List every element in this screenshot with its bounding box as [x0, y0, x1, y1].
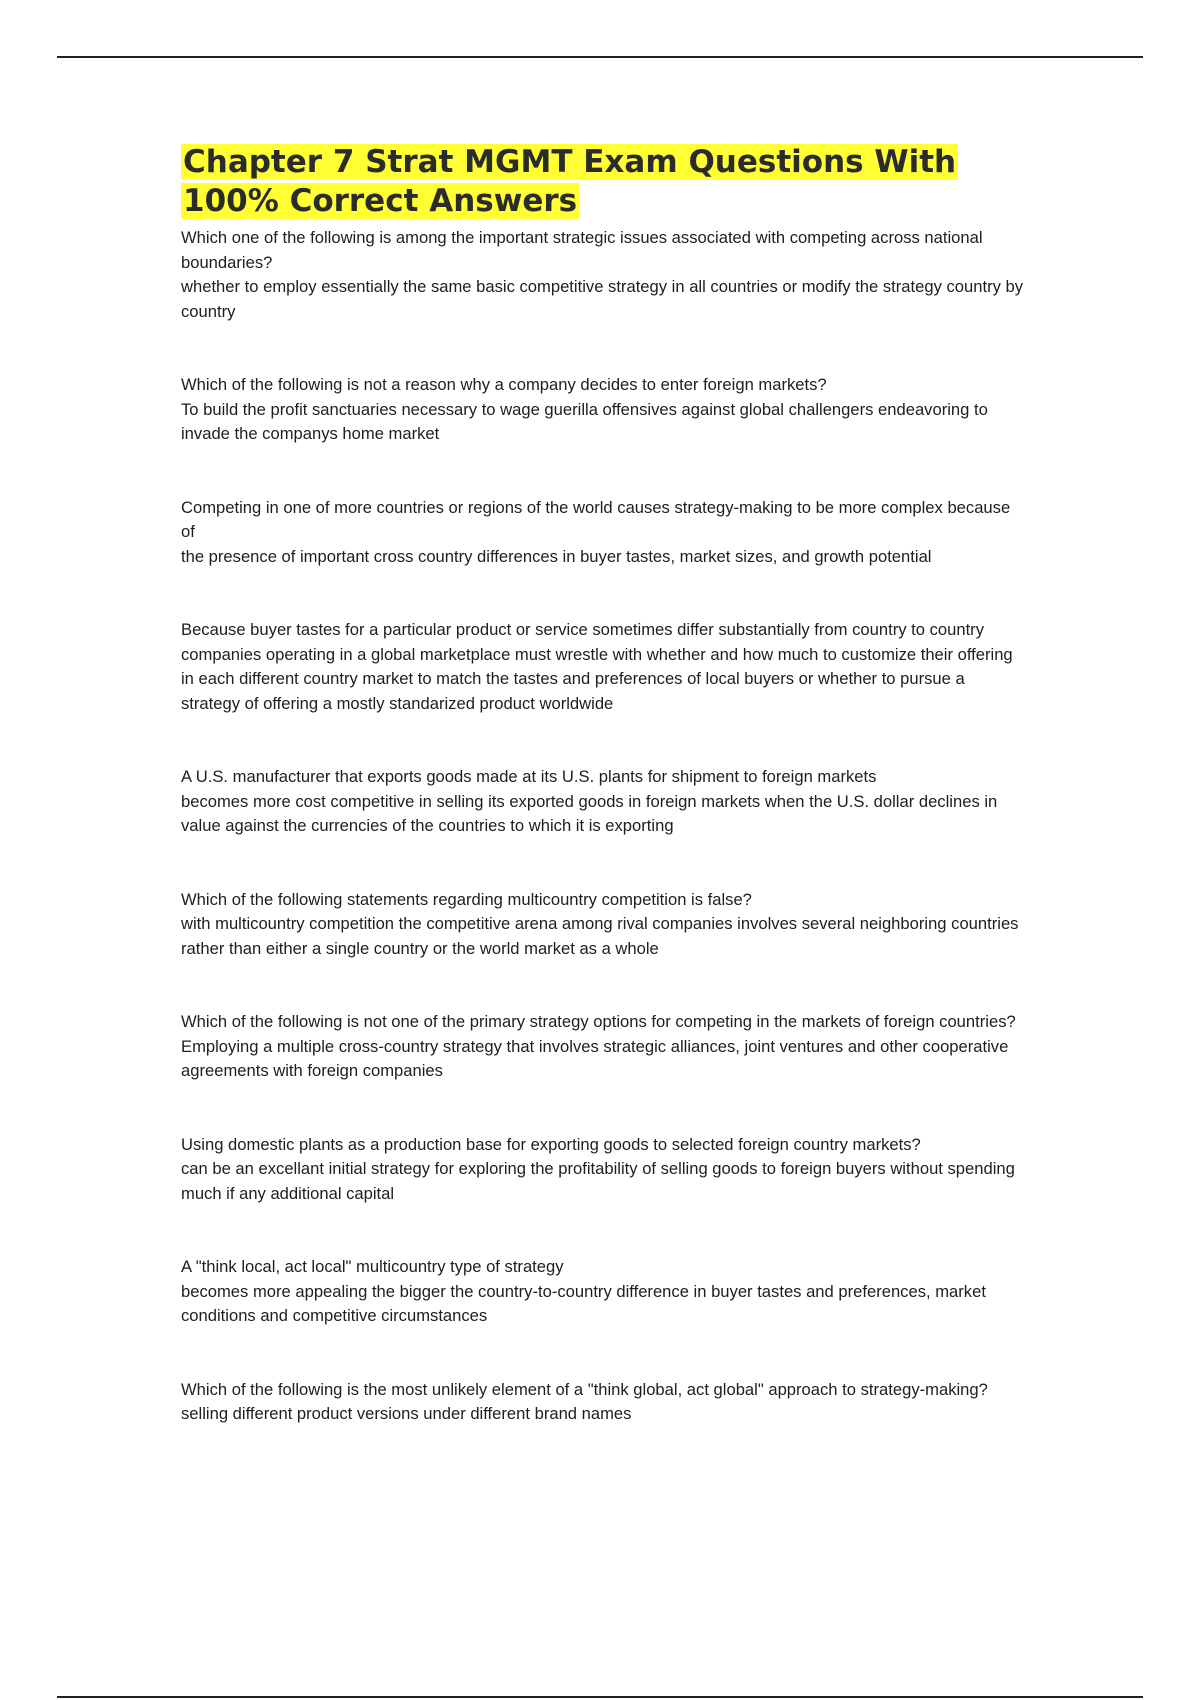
qa-item-7 [181, 1010, 1026, 1084]
qa-item-8 [181, 1133, 1026, 1207]
qa-item-10 [181, 1378, 1026, 1427]
document-title [181, 143, 1026, 221]
question-text: Which one of the following is among the important strategic issues associated with competing across national boundaries? [181, 228, 983, 272]
question-text: Competing in one of more countries or regions of the world causes strategy-making to be more complex because of [181, 497, 1011, 541]
title-highlight: Chapter 7 Strat MGMT Exam Questions With 100% Correct Answers [183, 144, 957, 219]
qa-item-4 [181, 618, 1026, 716]
qa-item-2 [181, 373, 1026, 447]
question-text: Which of the following is not one of the primary strategy options for competing in the markets of foreign countries? [181, 1012, 1016, 1031]
question-text: Using domestic plants as a production base for exporting goods to selected foreign country markets? [181, 1134, 921, 1154]
qa-item-6 [181, 888, 1026, 962]
question-text: Because buyer tastes for a particular product or service sometimes differ substantially from country to country [181, 620, 984, 639]
answer-text: selling different product versions under different brand names [181, 1404, 632, 1423]
question-text: A "think local, act local" multicountry type of strategy [181, 1257, 564, 1276]
qa-list [181, 226, 1026, 1476]
document-body [181, 143, 1026, 1476]
answer-text: becomes more appealing the bigger the country-to-country difference in buyer tastes and preferences, market conditions and competitive circumstances [181, 1281, 986, 1325]
answer-text: To build the profit sanctuaries necessary to wage guerilla offensives against global challengers endeavoring to invade the companys home market [181, 399, 988, 443]
question-text: Which of the following is the most unlikely element of a "think global, act global" approach to strategy-making? [181, 1379, 988, 1399]
answer-text: with multicountry competition the competitive arena among rival companies involves several neighboring countries rather than either a single country or the world market as a whole [181, 914, 1019, 958]
qa-item-9 [181, 1255, 1026, 1329]
answer-text: Employing a multiple cross-country strategy that involves strategic alliances, joint ventures and other cooperative agreements with foreign companies [181, 1036, 1009, 1080]
question-text: A U.S. manufacturer that exports goods made at its U.S. plants for shipment to foreign markets [181, 767, 877, 786]
qa-item-5 [181, 765, 1026, 839]
answer-text: whether to employ essentially the same basic competitive strategy in all countries or modify the strategy country by country [181, 277, 1024, 321]
question-text: Which of the following is not a reason why a company decides to enter foreign markets? [181, 375, 827, 394]
answer-text: the presence of important cross country differences in buyer tastes, market sizes, and growth potential [181, 546, 932, 566]
answer-text: can be an excellant initial strategy for exploring the profitability of selling goods to foreign buyers without spending much if any additional capital [181, 1159, 1015, 1203]
question-text: Which of the following statements regarding multicountry competition is false? [181, 889, 752, 909]
answer-text: becomes more cost competitive in selling its exported goods in foreign markets when the U.S. dollar declines in value against the currencies of the countries to which it is exporting [181, 791, 998, 835]
qa-item-1 [181, 226, 1026, 324]
footer-rule [57, 1696, 1143, 1698]
answer-text: companies operating in a global marketplace must wrestle with whether and how much to customize their offering in each different country market to match the tastes and preferences of local buyers or whether to pursue a strategy of offering a mostly standarized product worldwide [181, 644, 1013, 713]
header-rule [57, 56, 1143, 58]
qa-item-3 [181, 496, 1026, 570]
